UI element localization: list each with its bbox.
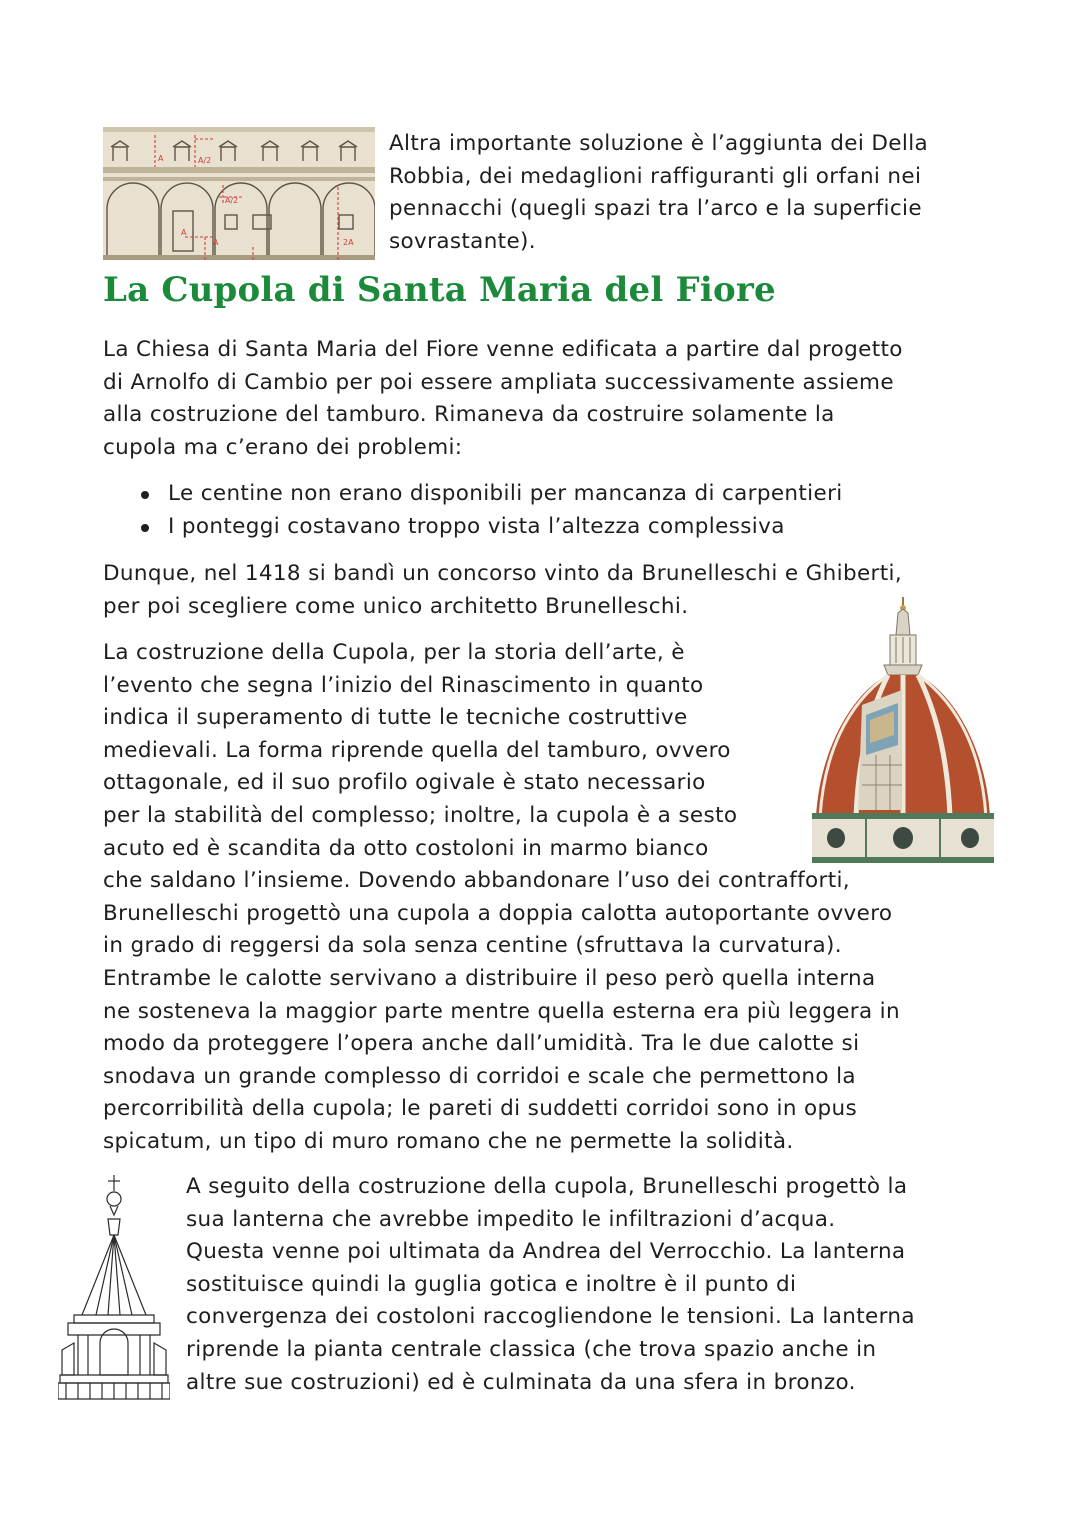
text-line: riprende la pianta centrale classica (che trova spazio anche in xyxy=(186,1336,877,1362)
bullet-dot-icon xyxy=(141,491,149,499)
text-line: alla costruzione del tamburo. Rimaneva da costruire solamente la xyxy=(103,402,835,428)
section-heading: La Cupola di Santa Maria del Fiore xyxy=(103,270,776,310)
paragraph-problems xyxy=(103,334,903,464)
text-line: snodava un grande complesso di corridoi e scale che permettono la xyxy=(103,1063,856,1089)
text-line: altre sue costruzioni) ed è culminata da una sfera in bronzo. xyxy=(186,1369,856,1395)
text-line: acuto ed è scandita da otto costoloni in marmo bianco xyxy=(103,835,709,861)
text-line: che saldano l’insieme. Dovendo abbandonare l’uso dei contrafforti, xyxy=(103,868,850,894)
text-line: Entrambe le calotte servivano a distribuire il peso però quella interna xyxy=(103,965,876,991)
loggia-label-a: A xyxy=(158,154,164,163)
text-line: sostituisce quindi la guglia gotica e inoltre è il punto di xyxy=(186,1271,797,1297)
text-line: cupola ma c’erano dei problemi: xyxy=(103,434,463,460)
text-line: di Arnolfo di Cambio per poi essere ampliata successivamente assieme xyxy=(103,369,894,395)
text-line: Brunelleschi progettò una cupola a doppia calotta autoportante ovvero xyxy=(103,900,893,926)
text-line: La costruzione della Cupola, per la storia dell’arte, è xyxy=(103,640,685,665)
text-line: ne sosteneva la maggior parte mentre quella esterna era più leggera in xyxy=(103,998,900,1024)
loggia-label-a2-top: A/2 xyxy=(198,156,212,165)
bullet-text: I ponteggi costavano troppo vista l’altezza complessiva xyxy=(168,514,785,539)
text-line: modo da proteggere l’opera anche dall’umidità. Tra le due calotte si xyxy=(103,1031,860,1057)
loggia-elevation-figure xyxy=(103,127,375,260)
loggia-label-2a: 2A xyxy=(343,238,354,247)
paragraph-lantern xyxy=(186,1171,915,1399)
text-line: Robbia, dei medaglioni raffiguranti gli orfani nei xyxy=(389,163,922,189)
text-line: Dunque, nel 1418 si bandì un concorso vinto da Brunelleschi e Ghiberti, xyxy=(103,561,903,586)
text-line: La Chiesa di Santa Maria del Fiore venne edificata a partire dal progetto xyxy=(103,337,903,362)
bullet-text: Le centine non erano disponibili per mancanza di carpentieri xyxy=(168,481,843,506)
paragraph-competition xyxy=(103,558,902,623)
text-line: indica il superamento di tutte le tecniche costruttive xyxy=(103,705,688,731)
text-line: A seguito della costruzione della cupola, Brunelleschi progettò la xyxy=(186,1174,908,1199)
text-line: medievali. La forma riprende quella del tamburo, ovvero xyxy=(103,737,731,763)
text-line: l’evento che segna l’inizio del Rinascimento in quanto xyxy=(103,672,704,698)
intro-paragraph xyxy=(389,128,928,258)
text-line: sovrastante). xyxy=(389,228,536,254)
text-line: per poi scegliere come unico architetto Brunelleschi. xyxy=(103,593,689,619)
loggia-label-a2: A/2 xyxy=(225,196,239,205)
text-line: sua lanterna che avrebbe impedito le infiltrazioni d’acqua. xyxy=(186,1206,836,1232)
text-line: Questa venne poi ultimata da Andrea del Verrocchio. La lanterna xyxy=(186,1239,906,1265)
lantern-elevation-drawing xyxy=(58,1175,170,1401)
loggia-label-a-low: A xyxy=(213,238,219,247)
text-line: pennacchi (quegli spazi tra l’arco e la superficie xyxy=(389,196,922,222)
text-line: Altra importante soluzione è l’aggiunta dei Della xyxy=(389,131,929,156)
text-line: in grado di reggersi da sola senza centine (sfruttava la curvatura). xyxy=(103,933,842,959)
text-line: per la stabilità del complesso; inoltre, la cupola è a sesto xyxy=(103,802,738,828)
text-line: ottagonale, ed il suo profilo ogivale è stato necessario xyxy=(103,770,706,796)
text-line: percorribilità della cupola; le pareti di suddetti corridoi sono in opus xyxy=(103,1096,858,1122)
text-line: spicatum, un tipo di muro romano che ne permette la solidità. xyxy=(103,1128,794,1154)
text-line: convergenza dei costoloni raccogliendone le tensioni. La lanterna xyxy=(186,1304,915,1330)
loggia-label-a-mid: A xyxy=(181,228,187,237)
paragraph-dome-construction xyxy=(103,637,900,1159)
bullet-dot-icon xyxy=(141,524,149,532)
